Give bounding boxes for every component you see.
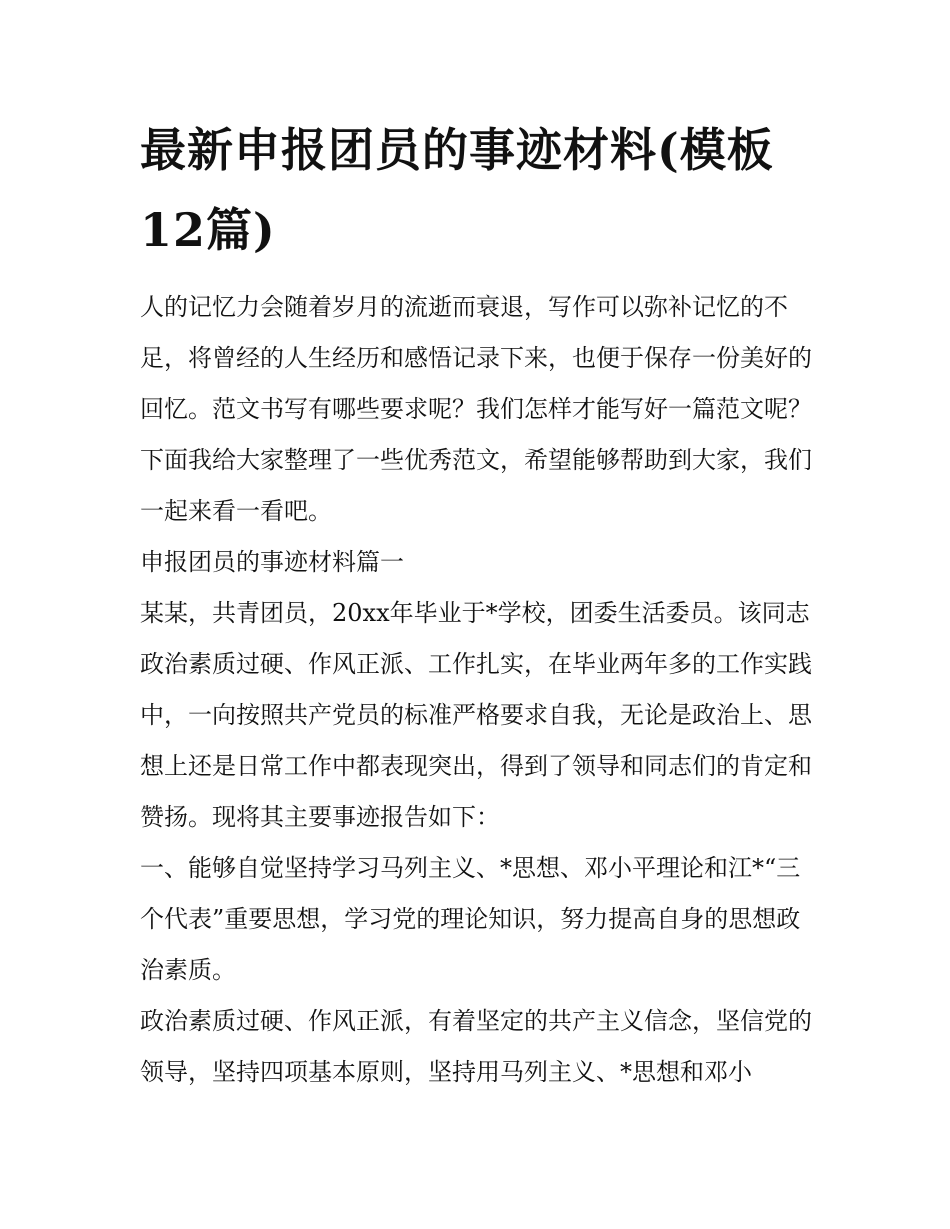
section-heading: 申报团员的事迹材料篇一 [140,548,404,576]
body-paragraph: 政治素质过硬、作风正派，有着坚定的共产主义信念，坚信党的领导，坚持四项基本原则，坚持用马列主义、*思想和邓小 [140,1007,812,1086]
intro-paragraph: 人的记忆力会随着岁月的流逝而衰退，写作可以弥补记忆的不足，将曾经的人生经历和感悟记录下来，也便于保存一份美好的回忆。范文书写有哪些要求呢？我们怎样才能写好一篇范文呢？下面我给大家整理了一些优秀范文，希望能够帮助到大家，我们一起来看一看吧。 [140,293,812,525]
document-page [140,110,812,1098]
document-title: 最新申报团员的事迹材料(模板12篇) [140,123,774,257]
body-paragraph: 某某，共青团员，20xx年毕业于*学校，团委生活委员。该同志政治素质过硬、作风正派、工作扎实，在毕业两年多的工作实践中，一向按照共产党员的标准严格要求自我，无论是政治上、思想上还是日常工作中都表现突出，得到了领导和同志们的肯定和赞扬。现将其主要事迹报告如下： [140,599,812,831]
body-paragraph: 一、能够自觉坚持学习马列主义、*思想、邓小平理论和江*“三个代表”重要思想，学习党的理论知识，努力提高自身的思想政治素质。 [140,854,801,984]
